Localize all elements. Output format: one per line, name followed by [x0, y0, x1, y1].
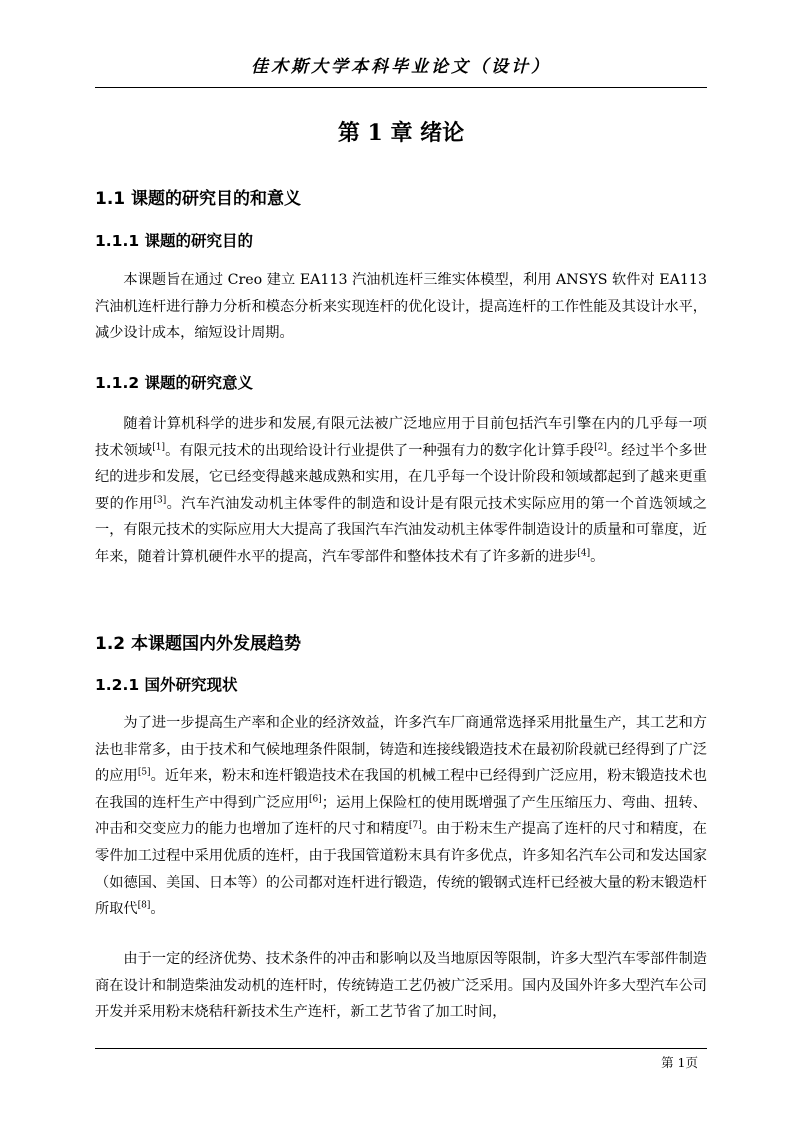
section-heading-1-2-1: 1.2.1 国外研究现状	[95, 676, 238, 694]
page-number: 第 1页	[661, 1055, 698, 1070]
section-heading-1-1-2: 1.1.2 课题的研究意义	[95, 374, 254, 392]
paragraph-research-purpose: 本课题旨在通过 Creo 建立 EA113 汽油机连杆三维实体模型，利用 ANSYS 软件对 EA113 汽油机连杆进行静力分析和模态分析来实现连杆的优化设计，提高连杆的工作性能及其设计水平，减少设计成本，缩短设计周期。	[95, 272, 707, 342]
citation-ref: [4]	[577, 548, 591, 559]
citation-ref: [7]	[408, 820, 422, 831]
citation-ref: [2]	[594, 441, 607, 452]
running-header: 佳木斯大学本科毕业论文（设计）	[251, 57, 551, 77]
section-heading-1-1-1: 1.1.1 课题的研究目的	[95, 232, 254, 250]
chapter-title: 第 1 章 绪论	[337, 120, 465, 146]
citation-ref: [1]	[152, 441, 165, 452]
header-divider	[95, 87, 707, 88]
citation-ref: [5]	[137, 767, 151, 778]
citation-ref: [8]	[137, 900, 151, 911]
paragraph-foreign-status-2: 由于一定的经济优势、技术条件的冲击和影响以及当地原因等限制，许多大型汽车零部件制造商在设计和制造柴油发动机的连杆时，传统铸造工艺仍被广泛采用。国内及国外许多大型汽车公司开发并采用粉末烧秸秆新技术生产连杆，新工艺节省了加工时间，	[95, 951, 707, 1021]
citation-ref: [6]	[309, 794, 322, 805]
citation-ref: [3]	[153, 495, 167, 506]
section-heading-1-2: 1.2 本课题国内外发展趋势	[95, 634, 302, 654]
paragraph-research-significance: 随着计算机科学的进步和发展,有限元法被广泛地应用于目前包括汽车引擎在内的几乎每一项技术领域[1]。有限元技术的出现给设计行业提供了一种强有力的数字化计算手段[2]。经过半个多世纪的进步和发展，它已经变得越来越成熟和实用，在几乎每一个设计阶段和领域都起到了越来更重要的作用[3]。汽车汽油发动机主体零件的制造和设计是有限元技术实际应用的第一个首选领域之一，有限元技术的实际应用大大提高了我国汽车汽油发动机主体零件制造设计的质量和可靠度，近年来，随着计算机硬件水平的提高，汽车零部件和整体技术有了许多新的进步[4]。	[95, 416, 707, 565]
section-heading-1-1: 1.1 课题的研究目的和意义	[95, 189, 302, 209]
footer-divider	[95, 1048, 707, 1049]
paragraph-foreign-status: 为了进一步提高生产率和企业的经济效益，许多汽车厂商通常选择采用批量生产，其工艺和方法也非常多，由于技术和气候地理条件限制，铸造和连接线锻造技术在最初阶段就已经得到了广泛的应用[5]。近年来，粉末和连杆锻造技术在我国的机械工程中已经得到广泛应用，粉末锻造技术也在我国的连杆生产中得到广泛应用[6]；运用上保险杠的使用既增强了产生压缩压力、弯曲、扭转、冲击和交变应力的能力也增加了连杆的尺寸和精度[7]。由于粉末生产提高了连杆的尺寸和精度，在零件加工过程中采用优质的连杆，由于我国管道粉末具有许多优点，许多知名汽车公司和发达国家（如德国、美国、日本等）的公司都对连杆进行锻造，传统的锻钢式连杆已经被大量的粉末锻造杆所取代[8]。	[95, 715, 707, 918]
